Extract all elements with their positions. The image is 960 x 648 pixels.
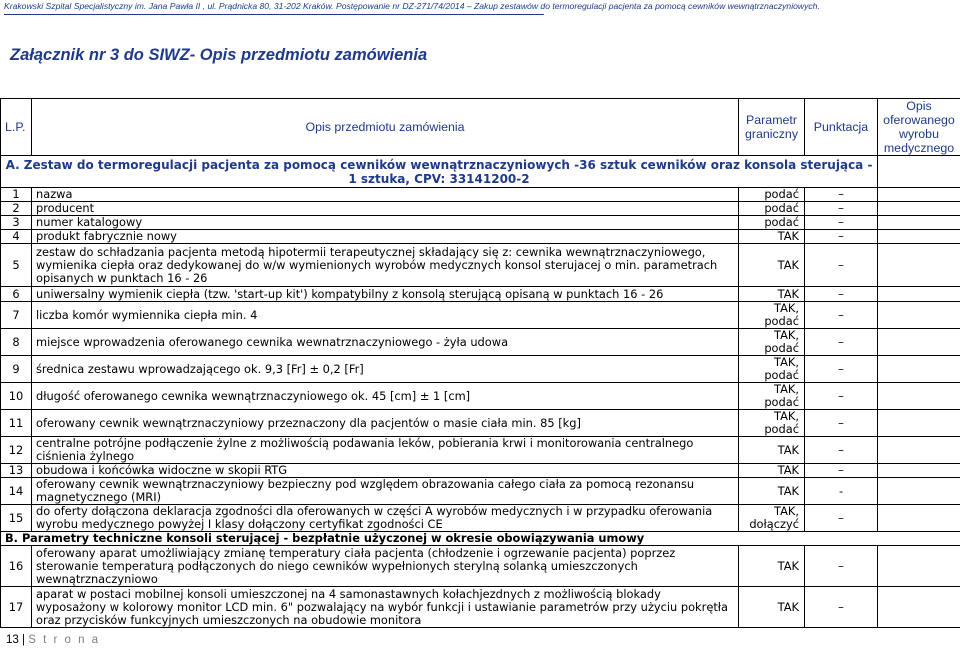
page-separator: | [22,634,25,646]
row-parameter: TAK, podać [739,329,805,356]
row-score: – [805,410,878,437]
page-number: 13 [6,634,19,646]
row-parameter: TAK [739,478,805,505]
page-header: Krakowski Szpital Specjalistyczny im. Jana Pawła II , ul. Prądnicka 80, 31-202 Kraków. Postępowanie nr DZ-271/74/2014 – Zakup zestawów do termoregulacji pacjenta za pomocą cewników wewnątrznaczyniowych. [4,1,820,11]
row-number: 16 [1,546,32,587]
page-word: S t r o n a [28,634,101,646]
offer-cell [878,216,960,230]
offer-cell [878,244,960,287]
row-description: numer katalogowy [32,216,739,230]
table-row [1,546,960,587]
row-number: 5 [1,244,32,287]
offer-cell [878,230,960,244]
table-row [1,302,960,329]
row-parameter: TAK, podać [739,356,805,383]
column-header-description: Opis przedmiotu zamówienia [32,99,739,156]
row-number: 17 [1,587,32,628]
row-description: do oferty dołączona deklaracja zgodności dla oferowanych w części A wyrobów medycznych i w przypadku oferowania wyrobu medycznego powyżej I klasy dołączony certyfikat zgodności CE [32,505,739,532]
row-parameter: TAK [739,244,805,287]
row-parameter: podać [739,216,805,230]
offer-cell [878,437,960,464]
row-number: 1 [1,188,32,202]
offer-cell [878,188,960,202]
row-score: – [805,437,878,464]
offer-cell [878,505,960,532]
row-score: – [805,356,878,383]
row-score: – [805,202,878,216]
row-description: nazwa [32,188,739,202]
row-parameter: podać [739,188,805,202]
row-number: 14 [1,478,32,505]
row-parameter: TAK, podać [739,383,805,410]
row-parameter: TAK, dołączyć [739,505,805,532]
row-score: – [805,587,878,628]
row-score: – [805,505,878,532]
row-description: miejsce wprowadzenia oferowanego cewnika wewnatrznaczyniowego - żyła udowa [32,329,739,356]
row-score: – [805,329,878,356]
row-score: – [805,546,878,587]
table-row [1,464,960,478]
offer-cell [878,546,960,587]
row-parameter: TAK [739,230,805,244]
row-description: średnica zestawu wprowadzającego ok. 9,3 [Fr] ± 0,2 [Fr] [32,356,739,383]
column-header-parameter: Parametr graniczny [739,99,805,156]
page-footer [6,634,100,646]
table-header-row [1,99,960,156]
specification-table [0,98,960,628]
table-row [1,587,960,628]
row-parameter: podać [739,202,805,216]
row-description: oferowany aparat umożliwiający zmianę temperatury ciała pacjenta (chłodzenie i ogrzewanie pacjenta) poprzez sterowanie temperaturą podłączonych do niego cewników wypełnionych sterylną solanką umieszczonych wewnątrznaczyniowo [32,546,739,587]
table-row [1,230,960,244]
table-row [1,329,960,356]
row-number: 6 [1,287,32,302]
row-description: aparat w postaci mobilnej konsoli umieszczonej na 4 samonastawnych kołachjezdnych z możliwością blokady wyposażony w kolorowy monitor LCD min. 6" pozwalający na wybór funkcji i ustawianie parametrów przy użyciu pokrętła oraz przycisków funkcyjnych umieszczonych na obudowie monitora [32,587,739,628]
row-description: producent [32,202,739,216]
row-parameter: TAK, podać [739,302,805,329]
row-score: – [805,188,878,202]
row-score: – [805,230,878,244]
table-row [1,437,960,464]
row-number: 12 [1,437,32,464]
row-number: 13 [1,464,32,478]
offer-cell [878,383,960,410]
row-description: liczba komór wymiennika ciepła min. 4 [32,302,739,329]
row-parameter: TAK [739,464,805,478]
row-score: – [805,383,878,410]
offer-cell [878,302,960,329]
row-number: 10 [1,383,32,410]
offer-cell [878,156,960,188]
row-description: obudowa i końcówka widoczne w skopii RTG [32,464,739,478]
table-row [1,244,960,287]
offer-cell [878,478,960,505]
offer-cell [878,287,960,302]
row-number: 7 [1,302,32,329]
row-description: uniwersalny wymienik ciepła (tzw. 'start-up kit') kompatybilny z konsolą sterującą opisaną w punktach 16 - 26 [32,287,739,302]
offer-cell [878,202,960,216]
offer-cell [878,329,960,356]
row-description: centralne potrójne podłączenie żylne z możliwością podawania leków, pobierania krwi i monitorowania centralnego ciśnienia żylnego [32,437,739,464]
row-score: - [805,478,878,505]
row-score: – [805,287,878,302]
table-row [1,287,960,302]
row-number: 11 [1,410,32,437]
table-row [1,505,960,532]
column-header-lp: L.P. [1,99,32,156]
column-header-offer: Opis oferowanego wyrobu medycznego [878,99,960,156]
row-parameter: TAK, podać [739,410,805,437]
table-row [1,202,960,216]
offer-cell [878,587,960,628]
table-row [1,410,960,437]
row-score: – [805,464,878,478]
section-a-row [1,156,960,188]
row-description: oferowany cewnik wewnątrznaczyniowy przeznaczony dla pacjentów o masie ciała min. 85 [kg] [32,410,739,437]
column-header-score: Punktacja [805,99,878,156]
row-description: zestaw do schładzania pacjenta metodą hipotermii terapeutycznej składający się z: cewnika wewnątrznaczyniowego, wymienika ciepła oraz dedykowanej do w/w wymienionych wyrobów medycznych konsol sterujacej o min. parametrach opisanych w punktach 16 - 26 [32,244,739,287]
row-number: 15 [1,505,32,532]
table-row [1,216,960,230]
row-score: – [805,302,878,329]
row-number: 8 [1,329,32,356]
row-description: produkt fabrycznie nowy [32,230,739,244]
row-number: 3 [1,216,32,230]
section-b-row [1,532,960,546]
offer-cell [878,356,960,383]
table-row [1,383,960,410]
row-number: 4 [1,230,32,244]
row-parameter: TAK [739,287,805,302]
offer-cell [878,464,960,478]
offer-cell [878,410,960,437]
row-parameter: TAK [739,587,805,628]
table-row [1,478,960,505]
header-divider [4,14,544,15]
row-description: oferowany cewnik wewnątrznaczyniowy bezpieczny pod względem obrazowania całego ciała za pomocą rezonansu magnetycznego (MRI) [32,478,739,505]
document-title: Załącznik nr 3 do SIWZ- Opis przedmiotu zamówienia [10,46,428,64]
row-number: 2 [1,202,32,216]
section-a-heading: A. Zestaw do termoregulacji pacjenta za pomocą cewników wewnątrznaczyniowych -36 sztuk cewników oraz konsola sterująca - 1 sztuka, CPV: 33141200-2 [1,156,878,188]
section-b-heading: B. Parametry techniczne konsoli sterującej - bezpłatnie użyczonej w okresie obowiązywania umowy [1,532,960,546]
row-number: 9 [1,356,32,383]
table-row [1,188,960,202]
row-score: – [805,216,878,230]
row-score: – [805,244,878,287]
row-parameter: TAK [739,437,805,464]
row-description: długość oferowanego cewnika wewnątrznaczyniowego ok. 45 [cm] ± 1 [cm] [32,383,739,410]
table-row [1,356,960,383]
row-parameter: TAK [739,546,805,587]
